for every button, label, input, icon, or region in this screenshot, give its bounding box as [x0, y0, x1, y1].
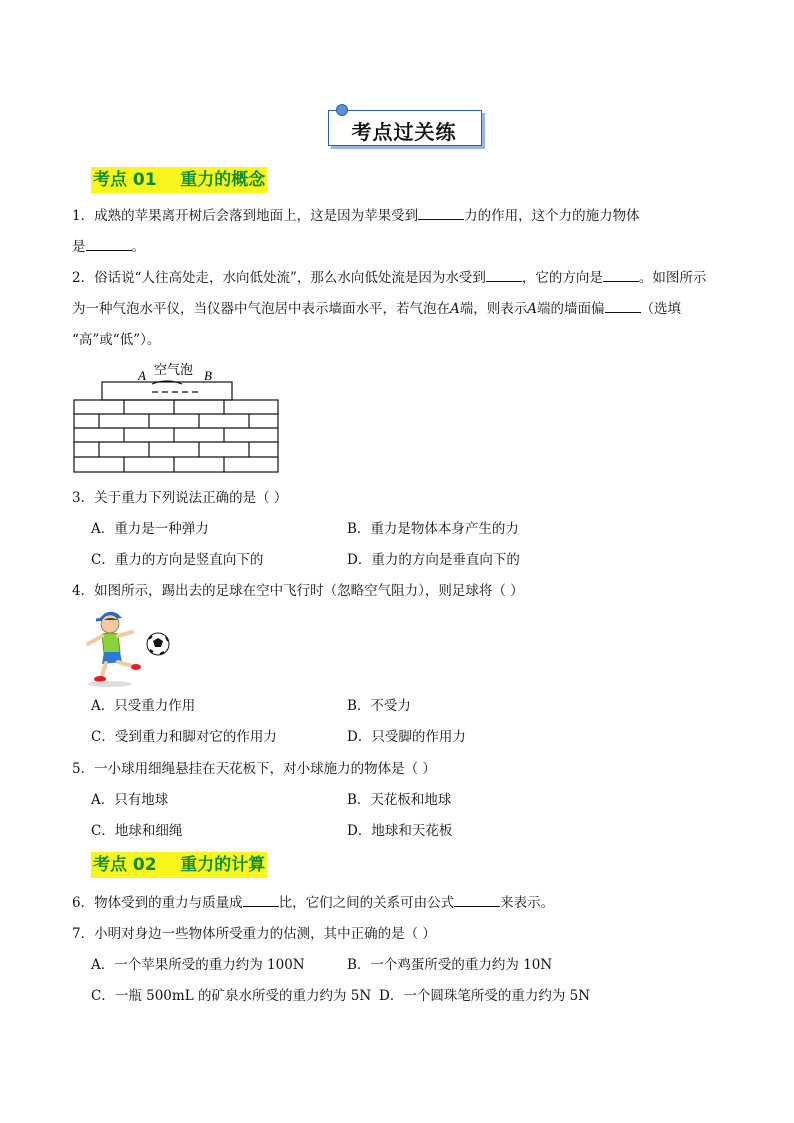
- q5-option-a[interactable]: A．只有地球: [91, 792, 169, 808]
- q2-text-d: 为一种气泡水平仪，当仪器中气泡居中表示墙面水平，若气泡在: [72, 301, 450, 317]
- boy-kicking-football-image: [74, 606, 174, 688]
- q1-blank-1[interactable]: [418, 207, 464, 220]
- q2-text-f: 端的墙面偏: [537, 301, 605, 317]
- wall-outline: [74, 400, 278, 472]
- title-badge: [328, 104, 488, 146]
- q5-option-c[interactable]: C．地球和细绳: [91, 823, 183, 839]
- q1-text-b: 力的作用，这个力的施力物体: [464, 208, 640, 224]
- q2-italic-a2: A: [527, 301, 537, 317]
- q6-blank-2[interactable]: [454, 894, 500, 907]
- q6-blank-1[interactable]: [243, 894, 279, 907]
- q7-option-d[interactable]: D．一个圆珠笔所受的重力约为 5N: [379, 988, 591, 1004]
- question-7-stem: 7．小明对身边一些物体所受重力的估测，其中正确的是（ ）: [72, 926, 436, 942]
- q4-option-b[interactable]: B．不受力: [347, 698, 411, 714]
- question-6-line: [72, 894, 554, 912]
- label-b: B: [204, 368, 212, 383]
- q4-option-c[interactable]: C．受到重力和脚对它的作用力: [91, 729, 277, 745]
- q6-text-b: 比，它们之间的关系可由公式: [278, 895, 455, 911]
- q1-text-c: 是: [72, 239, 86, 255]
- q2-blank-3[interactable]: [605, 300, 641, 313]
- q5-option-b[interactable]: B．天花板和地球: [347, 792, 452, 808]
- q2-text-a: 2．俗话说“人往高处走，水向低处流”，那么水向低处流是因为水受到: [72, 270, 486, 286]
- q6-text-a: 6．物体受到的重力与质量成: [72, 895, 243, 911]
- question-4-stem: 4．如图所示，踢出去的足球在空中飞行时（忽略空气阻力），则足球将（ ）: [72, 583, 524, 599]
- q7-option-a[interactable]: A．一个苹果所受的重力约为 100N: [91, 957, 305, 973]
- q2-italic-a1: A: [450, 301, 460, 317]
- q7-option-b[interactable]: B．一个鸡蛋所受的重力约为 10N: [347, 957, 553, 973]
- question-3-stem: 3．关于重力下列说法正确的是（ ）: [72, 490, 288, 506]
- q6-text-c: 来表示。: [500, 895, 555, 911]
- q3-option-b[interactable]: B．重力是物体本身产生的力: [347, 521, 519, 537]
- question-2-line-2: [72, 300, 681, 318]
- label-bubble: 空气泡: [154, 363, 194, 378]
- q7-option-c[interactable]: C．一瓶 500mL 的矿泉水所受的重力约为 5N: [91, 988, 372, 1004]
- q1-text-d: 。: [131, 239, 145, 255]
- q2-text-b: ，它的方向是: [521, 270, 603, 286]
- q4-option-a[interactable]: A．只受重力作用: [91, 698, 196, 714]
- label-a: A: [138, 368, 146, 383]
- q3-option-d[interactable]: D．重力的方向是垂直向下的: [347, 552, 520, 568]
- q2-blank-2[interactable]: [603, 269, 639, 282]
- page-title: 考点过关练: [351, 120, 457, 144]
- q2-text-e: 端，则表示: [459, 301, 528, 317]
- q1-text-a: 1．成熟的苹果离开树后会落到地面上，这是因为苹果受到: [72, 208, 419, 224]
- title-dot-icon: [336, 104, 348, 116]
- q3-option-c[interactable]: C．重力的方向是竖直向下的: [91, 552, 264, 568]
- q4-option-d[interactable]: D．只受脚的作用力: [347, 729, 466, 745]
- q1-blank-2[interactable]: [86, 238, 132, 251]
- question-2-line-1: [72, 269, 706, 287]
- question-2-line-3: “高”或“低”）。: [72, 332, 161, 348]
- question-1-line-2: [72, 238, 145, 256]
- brick-wall-level-figure: [72, 362, 282, 474]
- question-5-stem: 5．一小球用细绳悬挂在天花板下，对小球施力的物体是（ ）: [72, 761, 436, 777]
- q3-option-a[interactable]: A．重力是一种弹力: [91, 521, 209, 537]
- q2-text-g: （选填: [640, 301, 681, 317]
- question-1-line-1: [72, 207, 640, 225]
- q2-text-c: 。如图所示: [638, 270, 707, 286]
- q2-blank-1[interactable]: [486, 269, 522, 282]
- spirit-level-body: [102, 382, 232, 400]
- section-header-1: 考点 01 重力的概念: [91, 167, 267, 193]
- section-header-2: 考点 02 重力的计算: [91, 852, 267, 878]
- q5-option-d[interactable]: D．地球和天花板: [347, 823, 453, 839]
